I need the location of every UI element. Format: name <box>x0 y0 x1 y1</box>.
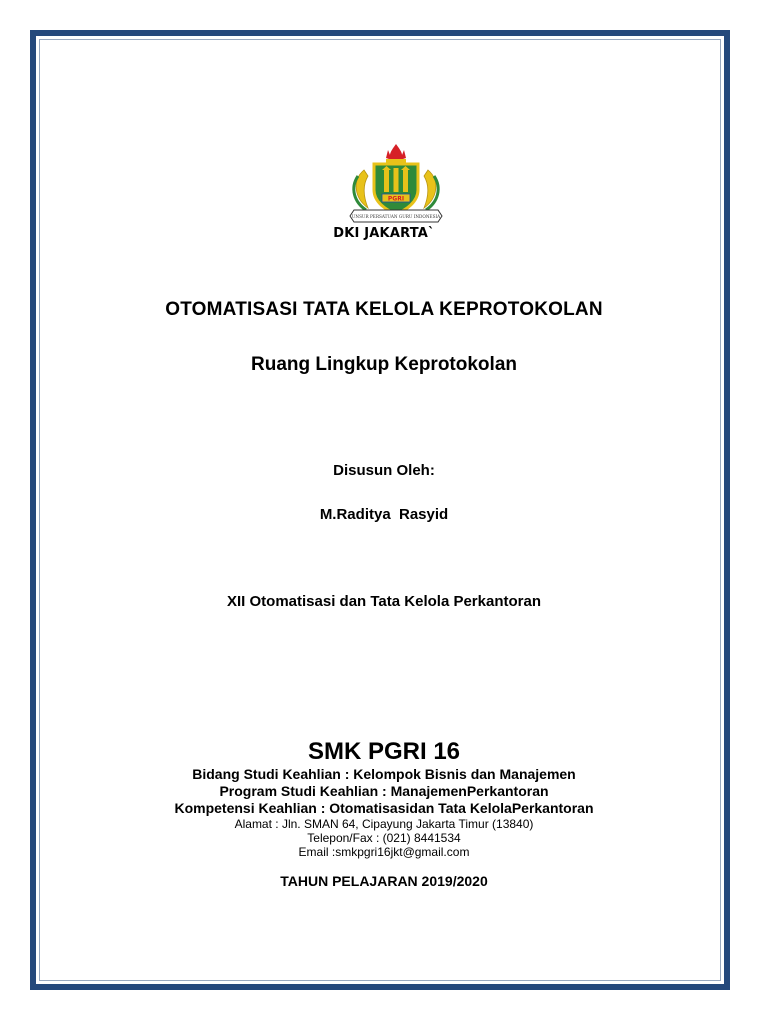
school-address: Alamat : Jln. SMAN 64, Cipayung Jakarta Timur (13840) <box>234 817 534 831</box>
competency: Kompetensi Keahlian : Otomatisasidan Tata KelolaPerkantoran <box>174 800 594 816</box>
compiled-by-label: Disusun Oleh: <box>333 462 435 479</box>
logo-banner-text: PGRI <box>387 195 405 203</box>
field-of-study: Bidang Studi Keahlian : Kelompok Bisnis dan Manajemen <box>192 766 576 782</box>
academic-year: TAHUN PELAJARAN 2019/2020 <box>280 873 488 889</box>
region-label: DKI JAKARTA` <box>333 226 435 241</box>
document-title: OTOMATISASI TATA KELOLA KEPROTOKOLAN <box>165 299 603 320</box>
study-program: Program Studi Keahlian : ManajemenPerkantoran <box>219 783 549 799</box>
author-name: M.Raditya Rasyid <box>319 506 449 523</box>
school-name: SMK PGRI 16 <box>307 738 461 765</box>
school-phone: Telepon/Fax : (021) 8441534 <box>307 831 461 845</box>
school-email: Email :smkpgri16jkt@gmail.com <box>298 845 470 859</box>
document-subtitle: Ruang Lingkup Keprotokolan <box>251 354 517 375</box>
pgri-logo-icon <box>346 140 446 224</box>
class-name: XII Otomatisasi dan Tata Kelola Perkantoran <box>227 593 541 610</box>
logo-ribbon-text: UNSUR PERSATUAN GURU INDONESIA <box>351 214 441 220</box>
